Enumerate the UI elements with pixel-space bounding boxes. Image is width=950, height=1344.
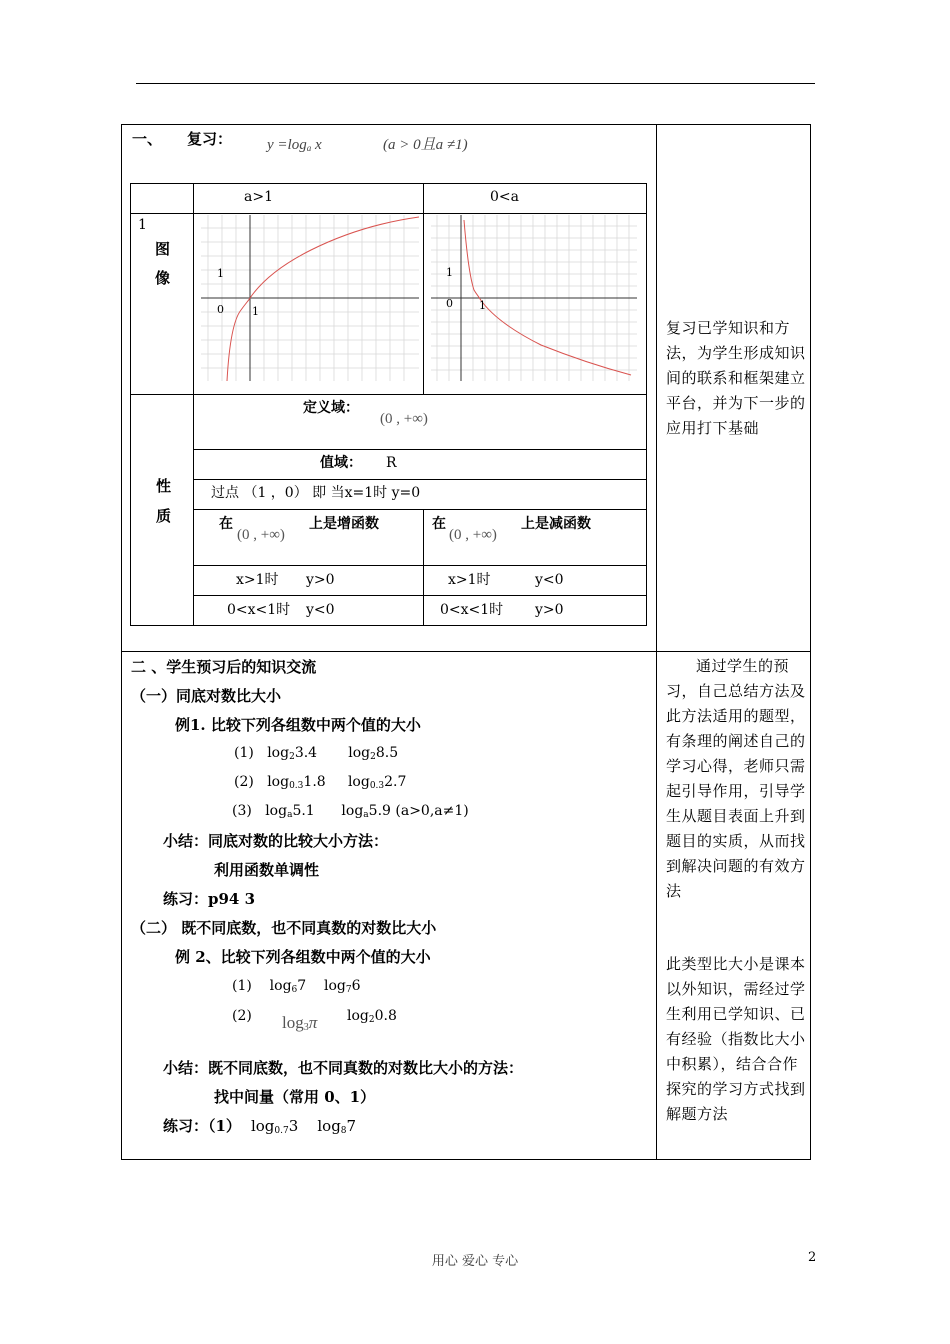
log-value: 8.5: [375, 745, 399, 761]
header-rule: [136, 83, 815, 84]
log-base: 8: [340, 1126, 347, 1136]
right-sign2-condition: 0<x<1时: [440, 602, 504, 618]
left-sign1-result: y>0: [306, 572, 335, 588]
note-method: 此类型比大小是课本以外知识，需经过学生利用已学知识、已有经验（指数比大小中积累），结合合作探究的学习方式找到解题方法: [666, 955, 806, 1123]
table-divider-notes: [656, 124, 657, 1160]
inner-row-range: [193, 479, 647, 480]
item-number: (1): [234, 745, 254, 761]
page-footer: 用心 爱心 专心: [431, 1254, 519, 1269]
condition-note: (a>0,a≠1): [395, 803, 469, 819]
log-text: log: [267, 745, 290, 761]
log-value: 5.9: [368, 803, 391, 819]
inner-row-monotonic: [193, 565, 647, 566]
inner-mid-divider-top: [423, 183, 424, 394]
log-value: 7: [346, 1117, 357, 1135]
example1-title: 例1. 比较下列各组数中两个值的大小: [175, 716, 421, 734]
log-base: 7: [345, 985, 352, 995]
log-text: log: [250, 1117, 275, 1135]
log-text: log: [324, 978, 346, 994]
log-value: π: [308, 1013, 318, 1032]
passes-point: 过点 （1 ，0） 即 当x=1时 y=0: [211, 485, 421, 501]
domain-value: (0 , +∞): [380, 411, 428, 427]
log-base: 0.3: [369, 781, 385, 791]
inner-col-divider: [193, 183, 194, 626]
decreasing-prefix: 在: [432, 516, 446, 532]
summary2-detail: 找中间量（常用 0、1）: [214, 1088, 376, 1106]
item-number: (2): [234, 774, 254, 790]
log-value: 3.4: [294, 745, 318, 761]
row-props-label-2: 质: [156, 507, 172, 525]
label-origin: 0: [217, 303, 224, 316]
log-base: 2: [370, 752, 376, 762]
inner-row-header: [130, 213, 647, 214]
log-value: 6: [351, 978, 361, 994]
item-number: (3): [232, 803, 252, 819]
log-base: 2: [368, 1015, 375, 1025]
practice1: 练习：p94 3: [163, 890, 256, 908]
log-base: a: [363, 810, 369, 820]
right-sign1-condition: x>1时: [448, 572, 491, 588]
label-x-one: 1: [252, 305, 259, 318]
log-base: 0.7: [274, 1126, 289, 1136]
log-text: log: [267, 774, 290, 790]
summary2-label: 小结：既不同底数，也不同真数的对数比大小的方法：: [163, 1059, 524, 1077]
example2-item-2: [232, 1008, 252, 1025]
increasing-prefix: 在: [219, 516, 233, 532]
section1-heading: 复习：: [187, 130, 233, 148]
log-base: 2: [289, 752, 295, 762]
page-number: 2: [808, 1250, 817, 1265]
note-review: 复习已学知识和方法，为学生形成知识间的联系和框架建立平台，并为下一步的应用打下基础: [666, 319, 806, 437]
example2-item-1: [232, 978, 361, 996]
label-y-one-right: 1: [446, 266, 453, 279]
section2-sub2: （二） 既不同底数，也不同真数的对数比大小: [131, 919, 437, 937]
inner-mid-divider-bottom: [423, 509, 424, 626]
graph-log-decreasing: [431, 215, 637, 381]
formula-base: a: [306, 143, 312, 153]
log-text: log: [269, 978, 292, 994]
increasing-interval: (0 , +∞): [237, 527, 285, 543]
log-base: a: [287, 810, 293, 820]
section1-number: 一、: [132, 130, 163, 148]
practice2: [163, 1117, 356, 1137]
log-value: 3: [288, 1117, 299, 1135]
summary1-label: 小结：同底对数的比较大小方法：: [163, 832, 389, 850]
formula-text: y =log: [267, 137, 307, 153]
section2-heading: 二 、学生预习后的知识交流: [131, 658, 317, 676]
row-image-label-2: 像: [155, 269, 171, 287]
example1-item-3: [232, 803, 469, 821]
log-text: log: [341, 803, 364, 819]
left-sign2-result: y<0: [306, 602, 335, 618]
summary1-detail: 利用函数单调性: [214, 861, 320, 879]
log-value: 2.7: [384, 774, 407, 790]
item-number: (1): [232, 978, 252, 994]
left-sign1-condition: x>1时: [236, 572, 279, 588]
row-image-number: 1: [138, 217, 147, 233]
item-number: (2): [232, 1008, 252, 1024]
log-text: log: [347, 774, 370, 790]
log-value: 1.8: [303, 774, 326, 790]
practice2-label: 练习：（1）: [163, 1117, 241, 1135]
log-base: 3: [303, 1022, 309, 1033]
formula-condition: (a > 0且a ≠1): [383, 137, 468, 153]
note-preview: 通过学生的预习，自己总结方法及此方法适用的题型，有条理的阐述自己的学习心得，老师只需起引导作用，引导学生从题目表面上升到题目的实质，从而找到解决问题的有效方法: [666, 657, 806, 900]
label-origin-right: 0: [446, 297, 453, 310]
graph-log-increasing: [201, 215, 419, 381]
log-formula: [267, 136, 322, 154]
formula-var: x: [314, 137, 322, 153]
inner-row-domain: [193, 449, 647, 450]
range-value: R: [386, 455, 397, 471]
domain-label: 定义域：: [303, 400, 359, 416]
example2-log2: [347, 1008, 397, 1026]
inner-row-point: [193, 509, 647, 510]
log-text: log: [348, 745, 371, 761]
section2-sub1: （一）同底对数比大小: [131, 687, 282, 705]
log-value: 5.1: [292, 803, 315, 819]
decreasing-interval: (0 , +∞): [449, 527, 497, 543]
example1-item-2: [234, 774, 406, 792]
range-label: 值域：: [320, 455, 362, 471]
example2-log3-pi: [282, 1013, 317, 1034]
log-value: 7: [297, 978, 307, 994]
example1-item-1: [234, 745, 398, 763]
label-y-one: 1: [217, 267, 224, 280]
log-base: 0.3: [289, 781, 304, 791]
right-sign2-result: y>0: [535, 602, 564, 618]
row-image-label-1: 图: [155, 240, 171, 258]
right-sign1-result: y<0: [535, 572, 564, 588]
increasing-suffix: 上是增函数: [309, 516, 379, 532]
row-props-label-1: 性: [156, 477, 172, 495]
log-text: log: [282, 1013, 304, 1032]
left-sign2-condition: 0<x<1时: [227, 602, 291, 618]
inner-row-sign1: [193, 595, 647, 596]
log-text: log: [317, 1117, 341, 1135]
decreasing-suffix: 上是减函数: [521, 516, 591, 532]
label-x-one-right: 1: [479, 299, 486, 312]
table-divider-section: [121, 651, 811, 652]
log-text: log: [265, 803, 288, 819]
inner-row-image: [130, 394, 647, 395]
col-header-a-gt-1: a>1: [244, 189, 273, 205]
log-text: log: [347, 1008, 369, 1024]
example2-title: 例 2、比较下列各组数中两个值的大小: [175, 948, 431, 966]
log-base: 6: [291, 985, 298, 995]
log-value: 0.8: [374, 1008, 397, 1024]
col-header-0-lt-a: 0<a: [490, 189, 519, 205]
